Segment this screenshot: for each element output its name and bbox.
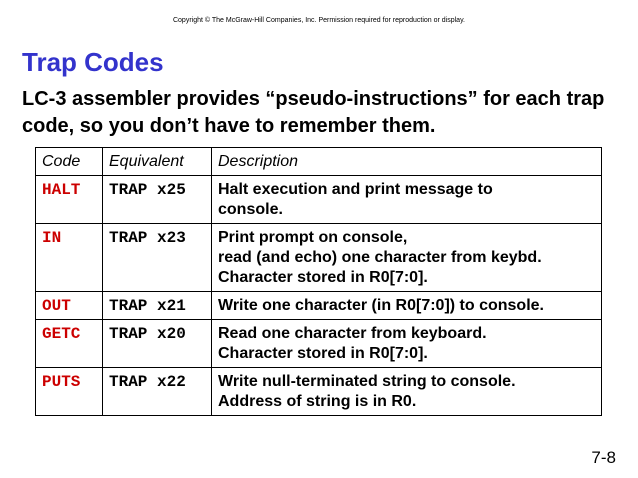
header-equivalent: Equivalent <box>103 148 212 176</box>
table-body <box>36 176 602 416</box>
trap-code-cell: HALT <box>36 176 103 224</box>
header-description: Description <box>212 148 602 176</box>
description-line: Character stored in R0[7:0]. <box>218 345 428 362</box>
slide-title: Trap Codes <box>22 47 164 77</box>
table-row <box>36 320 602 368</box>
trap-code-cell: PUTS <box>36 368 103 416</box>
copyright-notice: Copyright © The McGraw-Hill Companies, Inc. Permission required for reproduction or display. <box>172 17 465 24</box>
trap-description-cell <box>212 224 602 292</box>
header-code: Code <box>36 148 103 176</box>
trap-equivalent-cell: TRAP x25 <box>103 176 212 224</box>
trap-equivalent-cell: TRAP x20 <box>103 320 212 368</box>
slide-number: 7-8 <box>591 448 616 467</box>
trap-code-cell: GETC <box>36 320 103 368</box>
trap-description-cell <box>212 368 602 416</box>
table-header-row <box>36 148 602 176</box>
table-row <box>36 368 602 416</box>
table-row <box>36 292 602 320</box>
trap-equivalent-cell: TRAP x21 <box>103 292 212 320</box>
description-line: Read one character from keyboard. <box>218 325 487 342</box>
trap-description-cell <box>212 176 602 224</box>
table-row <box>36 176 602 224</box>
trap-equivalent-cell: TRAP x22 <box>103 368 212 416</box>
trap-code-cell: IN <box>36 224 103 292</box>
trap-description-cell <box>212 320 602 368</box>
description-line: Address of string is in R0. <box>218 393 417 410</box>
trap-equivalent-cell: TRAP x23 <box>103 224 212 292</box>
slide-subtitle: LC-3 assembler provides “pseudo-instructions” for each trap code, so you don’t have to remember them. <box>22 88 605 137</box>
table-row <box>36 224 602 292</box>
description-line: Print prompt on console, <box>218 229 408 246</box>
description-line: read (and echo) one character from keybd. <box>218 249 542 266</box>
description-line: Character stored in R0[7:0]. <box>218 269 428 286</box>
description-line: Halt execution and print message to <box>218 181 493 198</box>
trap-codes-table <box>35 147 602 416</box>
description-line: console. <box>218 201 283 218</box>
description-line: Write null-terminated string to console. <box>218 373 516 390</box>
trap-description-cell <box>212 292 602 320</box>
description-line: Write one character (in R0[7:0]) to console. <box>218 297 544 314</box>
trap-code-cell: OUT <box>36 292 103 320</box>
